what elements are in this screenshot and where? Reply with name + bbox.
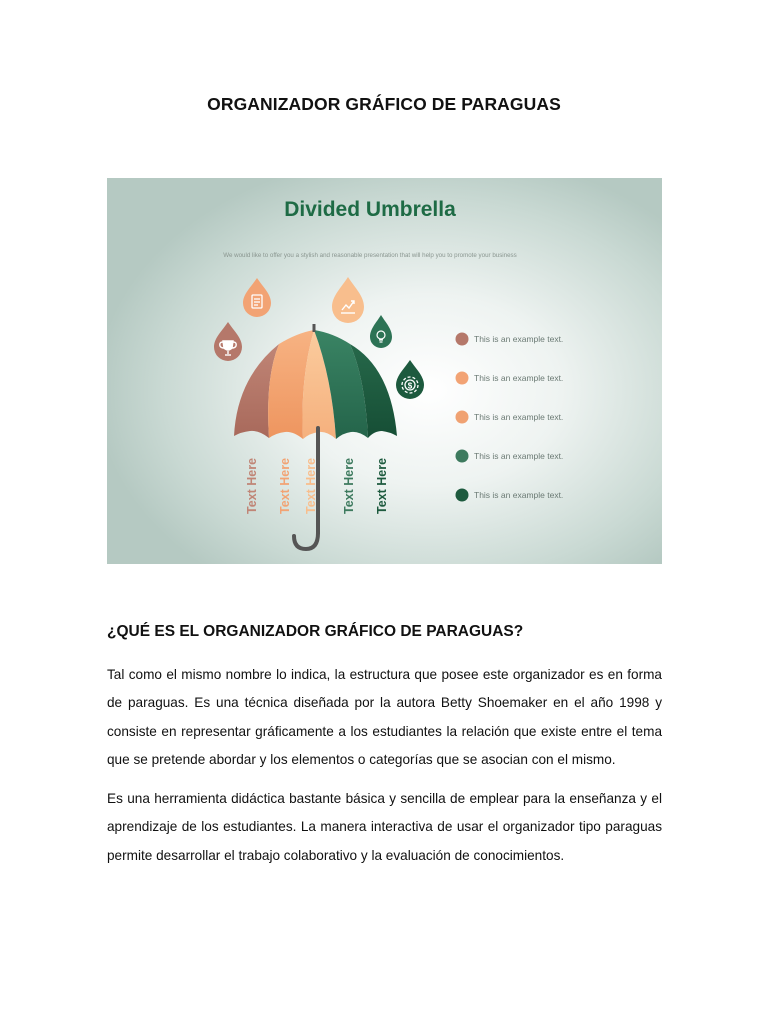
legend-text: This is an example text. [474, 412, 564, 422]
drop-chart [332, 277, 364, 323]
legend-text: This is an example text. [474, 490, 564, 500]
legend-item [456, 411, 564, 424]
paragraph-2: Es una herramienta didáctica bastante básica y sencilla de emplear para la enseñanza y el aprendizaje de los estudiantes. La manera interactiva de usar el organizador tipo paraguas permite desarrollar el trabajo colaborativo y la evaluación de conocimientos. [107, 791, 662, 863]
drop-dollar-gear [396, 360, 424, 399]
legend-item [456, 450, 564, 463]
drop-trophy [214, 322, 242, 361]
figure-title: Divided Umbrella [284, 198, 456, 221]
legend-item [456, 489, 564, 502]
umbrella-tip [313, 324, 316, 332]
umbrella-diagram [107, 178, 662, 564]
document-title: ORGANIZADOR GRÁFICO DE PARAGUAS [207, 94, 561, 114]
segment-label-2: Text Here [278, 457, 292, 514]
segment-label-4: Text Here [342, 457, 356, 514]
figure-subtitle: We would like to offer you a stylish and reasonable presentation that will help you to promote your business [223, 252, 517, 259]
segment-label-1: Text Here [245, 457, 259, 514]
legend-text: This is an example text. [474, 334, 564, 344]
legend-item [456, 372, 564, 385]
svg-text:$: $ [407, 381, 413, 391]
legend [456, 333, 564, 502]
legend-text: This is an example text. [474, 451, 564, 461]
legend-item [456, 333, 564, 346]
legend-text: This is an example text. [474, 373, 564, 383]
drop-document [243, 278, 271, 317]
segment-label-5: Text Here [375, 457, 389, 514]
section-heading: ¿QUÉ ES EL ORGANIZADOR GRÁFICO DE PARAGUAS? [107, 623, 524, 640]
drop-lightbulb [370, 315, 392, 348]
paragraph-1: Tal como el mismo nombre lo indica, la estructura que posee este organizador es en forma de paraguas. Es una técnica diseñada por la autora Betty Shoemaker en el año 1998 y consiste en representar gráficamente a los estudiantes la relación que existe entre el tema que se pretende abordar y los elementos o categorías que se asocian con el mismo. [107, 667, 662, 767]
divided-umbrella-figure [107, 178, 662, 564]
segment-label-3: Text Here [304, 457, 318, 514]
